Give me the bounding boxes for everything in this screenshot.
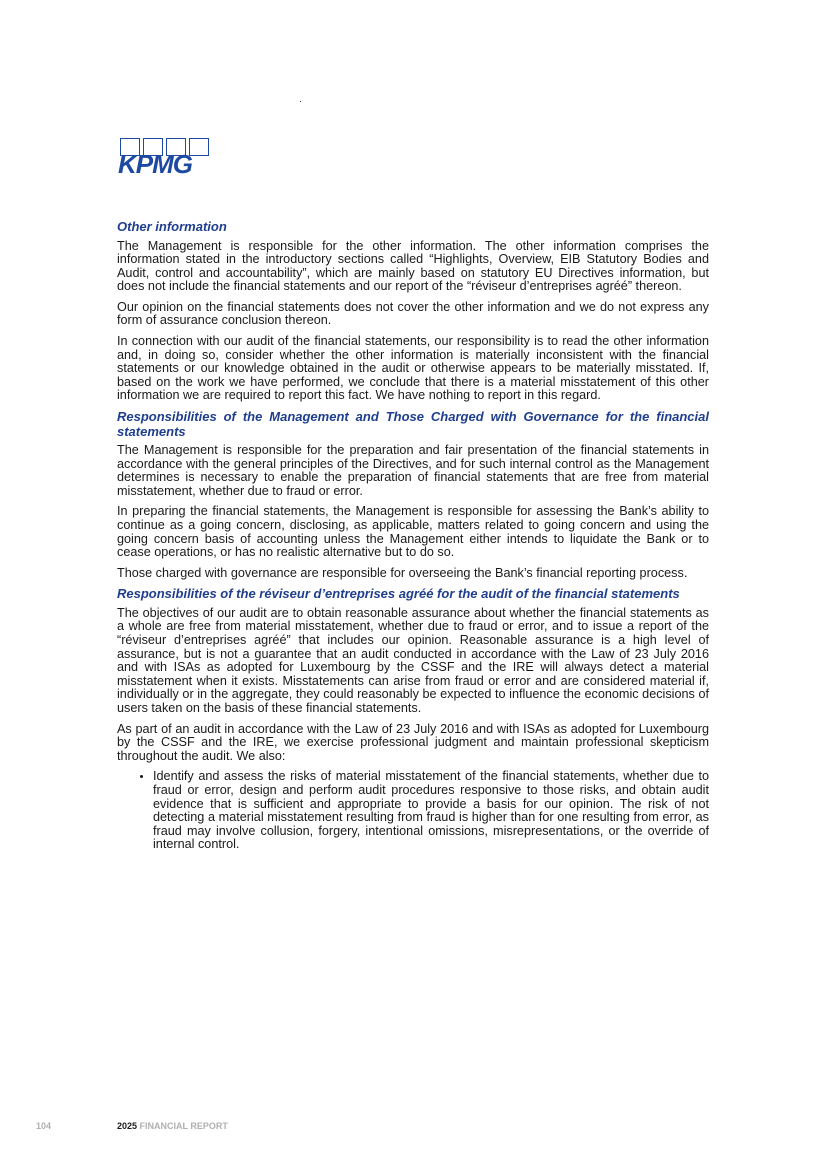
section-management-responsibilities [117, 410, 709, 580]
section-other-information [117, 220, 709, 403]
paragraph: The Management is responsible for the other information. The other information comprises the information stated in the introductory sections called “Highlights, Overview, EIB Statutory Bodies and Audit, control and accountability”, which are mainly based on statutory EU Directives information, but does not include the financial statements and our report of the “réviseur d’entreprises agréé” thereon. [117, 238, 709, 294]
paragraph: Those charged with governance are responsible for overseeing the Bank’s financial reporting process. [117, 565, 688, 580]
page-number: 104 [36, 1121, 52, 1131]
paragraph: The Management is responsible for the preparation and fair presentation of the financial statements in accordance with the general principles of the Directives, and for such internal control as the Management determines is necessary to enable the preparation of financial statements that are free from material misstatement, whether due to fraud or error. [117, 443, 709, 498]
footer-year: 2025 [117, 1121, 138, 1131]
page-footer [0, 1121, 825, 1133]
document-body [117, 220, 709, 852]
paragraph: Our opinion on the financial statements does not cover the other information and we do not express any form of assurance conclusion thereon. [117, 299, 709, 328]
section-heading: Responsibilities of the Management and Those Charged with Governance for the financial statements [117, 409, 709, 439]
section-heading: Responsibilities of the réviseur d’entreprises agréé for the audit of the financial statements [117, 586, 680, 602]
paragraph: The objectives of our audit are to obtain reasonable assurance about whether the financial statements as a whole are free from material misstatement, whether due to fraud or error, and to issue a report of the “réviseur d’entreprises agréé” that includes our opinion. Reasonable assurance is a high level of assurance, but is not a guarantee that an audit conducted in accordance with the Law of 23 July 2016 and with ISAs as adopted for Luxembourg by the CSSF and the IRE will always detect a material misstatement when it exists. Misstatements can arise from fraud or error and are considered material if, individually or in the aggregate, they could reasonably be expected to influence the economic decisions of users taken on the basis of these financial statements. [117, 605, 709, 716]
section-auditor-responsibilities [117, 587, 709, 852]
bullet-list [117, 770, 709, 852]
footer-report-title [117, 1121, 228, 1131]
kpmg-logo [118, 138, 214, 178]
paragraph: In connection with our audit of the financial statements, our responsibility is to read the other information and, in doing so, consider whether the other information is materially inconsistent with the financial statements or our knowledge obtained in the audit or otherwise appears to be materially misstated. If, based on the work we have performed, we conclude that there is a material misstatement of this other information we are required to report this fact. We have nothing to report in this regard. [117, 334, 709, 403]
footer-title-text: FINANCIAL REPORT [139, 1121, 228, 1131]
stray-dot [300, 101, 301, 102]
logo-box [189, 138, 209, 156]
paragraph: As part of an audit in accordance with the Law of 23 July 2016 and with ISAs as adopted for Luxembourg by the CSSF and the IRE, we exercise professional judgment and maintain professional skepticism throughout the audit. We also: [117, 721, 709, 763]
section-heading: Other information [117, 219, 227, 234]
logo-wordmark: KPMG [118, 149, 192, 179]
list-item: • Identify and assess the risks of material misstatement of the financial statements, whether due to fraud or error, design and perform audit procedures responsive to those risks, and obtain audit evidence that is sufficient and appropriate to provide a basis for our opinion. The risk of not detecting a material misstatement resulting from fraud is higher than for one resulting from error, as fraud may involve collusion, forgery, intentional omissions, misrepresentations, or the override of internal control. [153, 770, 709, 852]
paragraph: In preparing the financial statements, the Management is responsible for assessing the Bank’s ability to continue as a going concern, disclosing, as applicable, matters related to going concern and using the going concern basis of accounting unless the Management either intends to liquidate the Bank or to cease operations, or has no realistic alternative but to do so. [117, 504, 709, 560]
